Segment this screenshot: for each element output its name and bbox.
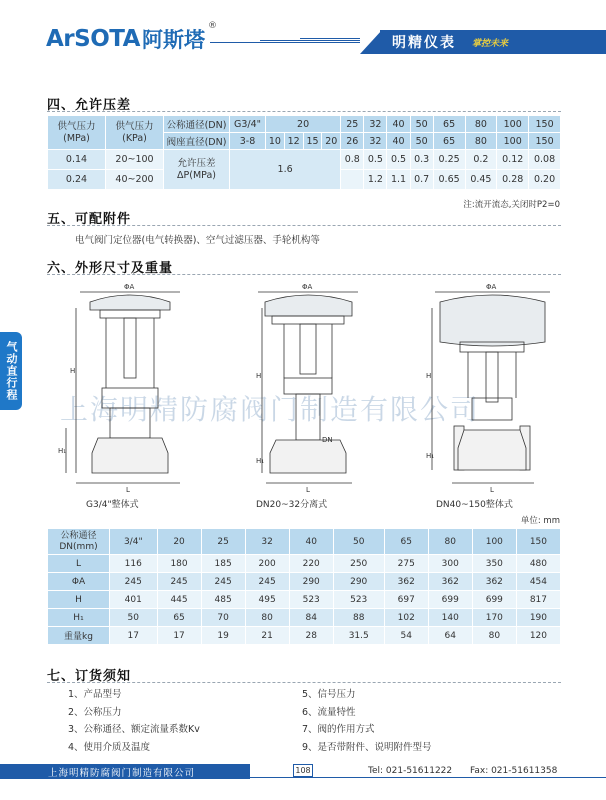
- table-row: [48, 627, 561, 645]
- dp-val: 1.1: [387, 170, 410, 190]
- dp-val: 0.28: [497, 170, 529, 190]
- cell: 250: [333, 555, 384, 573]
- section-5-divider: [47, 225, 561, 226]
- dim-col: 80: [428, 529, 472, 555]
- section-7-divider: [47, 682, 561, 683]
- seat-val: 12: [284, 133, 303, 150]
- order-item: 2、公称压力: [68, 706, 122, 718]
- dim-header-label: 公称通径 DN(mm): [48, 529, 110, 555]
- cell: 21: [245, 627, 289, 645]
- section-5-title: 五、可配附件: [47, 212, 132, 227]
- valve-dimension-drawings: [40, 278, 570, 503]
- cell: 480: [516, 555, 560, 573]
- cell: 362: [472, 573, 516, 591]
- dp-val: 0.20: [529, 170, 561, 190]
- footer-tel: Tel: 021-51611222: [368, 766, 453, 776]
- dp-val: 0.25: [433, 150, 465, 170]
- row-label: H: [48, 591, 110, 609]
- cell: 64: [428, 627, 472, 645]
- side-category-tab: [0, 332, 22, 410]
- row-kpa: 40~200: [106, 170, 164, 190]
- cell: 102: [384, 609, 428, 627]
- drawing-caption: G3/4"整体式: [86, 500, 139, 510]
- dp-val: 0.12: [497, 150, 529, 170]
- dn-val: 80: [465, 116, 497, 133]
- order-item: 1、产品型号: [68, 689, 122, 700]
- cell: 401: [110, 591, 158, 609]
- cell: 245: [201, 573, 245, 591]
- dn-val: G3/4": [230, 116, 266, 133]
- table-row: [48, 555, 561, 573]
- row-label: L: [48, 555, 110, 573]
- cell: 245: [245, 573, 289, 591]
- cell: 290: [289, 573, 333, 591]
- seat-val: 32: [364, 133, 387, 150]
- table-row: [48, 609, 561, 627]
- row-label: ΦA: [48, 573, 110, 591]
- seat-val: 3-8: [230, 133, 266, 150]
- dim-label-h1: H₁: [256, 457, 265, 465]
- drawing-caption: DN20~32分离式: [256, 500, 328, 510]
- cell: 523: [289, 591, 333, 609]
- cell: 19: [201, 627, 245, 645]
- dp-val: 0.2: [465, 150, 497, 170]
- dim-label-phiA: ΦA: [486, 283, 497, 291]
- dim-label-l: L: [126, 486, 130, 494]
- dp-val: 0.08: [529, 150, 561, 170]
- cell: 84: [289, 609, 333, 627]
- pressure-diff-table: [47, 115, 561, 190]
- dp-val: 0.5: [364, 150, 387, 170]
- dim-label-phiA: ΦA: [302, 283, 313, 291]
- label-dn: 公称通径(DN): [164, 116, 230, 133]
- dim-col: 150: [516, 529, 560, 555]
- section-4-divider: [47, 111, 561, 112]
- dim-col: 32: [245, 529, 289, 555]
- watermark-text: 上海明精防腐阀门制造有限公司: [60, 393, 481, 426]
- cell: 245: [157, 573, 201, 591]
- dn-val: 150: [529, 116, 561, 133]
- dim-label-phiA: ΦA: [124, 283, 135, 291]
- cell: 523: [333, 591, 384, 609]
- seat-val: 80: [465, 133, 497, 150]
- dn-val: 40: [387, 116, 410, 133]
- dn-val: 65: [433, 116, 465, 133]
- dp-val: 0.5: [387, 150, 410, 170]
- header-title: 明精仪表: [392, 35, 456, 51]
- order-item: 9、是否带附件、说明附件型号: [302, 741, 432, 753]
- cell: 697: [384, 591, 428, 609]
- cell: 50: [110, 609, 158, 627]
- dim-label-dn: DN: [322, 436, 333, 444]
- col-supply-mpa: 供气压力 (MPa): [48, 116, 106, 150]
- section-6-divider: [47, 274, 561, 275]
- dp-val: 0.65: [433, 170, 465, 190]
- dp-value-small: 1.6: [230, 150, 341, 190]
- dim-label-h: H: [426, 372, 432, 380]
- order-list-left: [68, 686, 200, 756]
- row-label: 重量kg: [48, 627, 110, 645]
- cell: 180: [157, 555, 201, 573]
- footer-line: [250, 777, 606, 778]
- dp-val: 0.3: [410, 150, 433, 170]
- dim-label-h: H: [70, 367, 76, 375]
- order-item: 4、使用介质及温度: [68, 741, 151, 753]
- cell: 350: [472, 555, 516, 573]
- row-kpa: 20~100: [106, 150, 164, 170]
- table-row: [48, 591, 561, 609]
- cell: 54: [384, 627, 428, 645]
- dp-val: 0.8: [341, 150, 364, 170]
- order-item: 5、信号压力: [302, 689, 356, 700]
- row-mpa: 0.14: [48, 150, 106, 170]
- header-slogan: 掌控未来: [472, 39, 509, 49]
- cell: 17: [157, 627, 201, 645]
- brand-logo: [46, 21, 217, 53]
- dp-val: 1.2: [364, 170, 387, 190]
- seat-val: 26: [341, 133, 364, 150]
- cell: 275: [384, 555, 428, 573]
- dp-val: 0.7: [410, 170, 433, 190]
- seat-val: 40: [387, 133, 410, 150]
- valve-drawing-dn20-32: [258, 292, 358, 483]
- order-list-right: [302, 686, 432, 756]
- cell: 245: [110, 573, 158, 591]
- cell: 699: [428, 591, 472, 609]
- cell: 200: [245, 555, 289, 573]
- dim-label-l: L: [490, 486, 494, 494]
- drawing-caption: DN40~150整体式: [436, 500, 513, 510]
- cell: 170: [472, 609, 516, 627]
- dim-label-h1: H₁: [426, 452, 435, 460]
- cell: 65: [157, 609, 201, 627]
- col-supply-kpa: 供气压力 (KPa): [106, 116, 164, 150]
- order-item: 6、流量特性: [302, 706, 356, 718]
- dim-col: 3/4": [110, 529, 158, 555]
- dim-label-h1: H₁: [58, 447, 67, 455]
- cell: 120: [516, 627, 560, 645]
- cell: 80: [245, 609, 289, 627]
- logo-text-cn: 阿斯塔: [141, 28, 205, 52]
- seat-val: 150: [529, 133, 561, 150]
- cell: 290: [333, 573, 384, 591]
- section-7-title: 七、订货须知: [47, 669, 132, 684]
- cell: 185: [201, 555, 245, 573]
- dp-val: 0.45: [465, 170, 497, 190]
- dimension-table: [47, 528, 561, 645]
- cell: 445: [157, 591, 201, 609]
- cell: 80: [472, 627, 516, 645]
- seat-val: 15: [303, 133, 322, 150]
- page-header: [0, 0, 606, 62]
- dim-col: 25: [201, 529, 245, 555]
- cell: 140: [428, 609, 472, 627]
- seat-val: 20: [322, 133, 341, 150]
- valve-drawing-dn40-150: [432, 292, 550, 483]
- accessory-text: 电气阀门定位器(电气转换器)、空气过滤压器、手轮机构等: [75, 235, 320, 246]
- dn-val: 100: [497, 116, 529, 133]
- cell: 28: [289, 627, 333, 645]
- registered-mark: ®: [207, 21, 217, 31]
- dn-val: 20: [266, 116, 341, 133]
- cell: 31.5: [333, 627, 384, 645]
- cell: 362: [384, 573, 428, 591]
- seat-val: 100: [497, 133, 529, 150]
- dim-col: 50: [333, 529, 384, 555]
- seat-val: 65: [433, 133, 465, 150]
- cell: 485: [201, 591, 245, 609]
- cell: 495: [245, 591, 289, 609]
- cell: 699: [472, 591, 516, 609]
- dp-label: 允许压差 ΔP(MPa): [164, 150, 230, 190]
- footer-company: 上海明精防腐阀门制造有限公司: [48, 768, 196, 779]
- logo-text-en: ArSOTA: [46, 26, 140, 52]
- cell: 70: [201, 609, 245, 627]
- row-label: H₁: [48, 609, 110, 627]
- cell: 220: [289, 555, 333, 573]
- dn-val: 50: [410, 116, 433, 133]
- label-seat: 阀座直径(DN): [164, 133, 230, 150]
- cell: 88: [333, 609, 384, 627]
- table-row: [48, 573, 561, 591]
- dim-col: 65: [384, 529, 428, 555]
- page-number: 108: [293, 764, 313, 777]
- dim-label-h: H: [256, 372, 262, 380]
- valve-drawing-g34: [66, 292, 180, 483]
- row-mpa: 0.24: [48, 170, 106, 190]
- seat-val: 50: [410, 133, 433, 150]
- pressure-note: 注:流开流态,关闭时P2=0: [463, 200, 560, 210]
- footer-fax: Fax: 021-51611358: [470, 766, 558, 776]
- cell: 454: [516, 573, 560, 591]
- cell: 300: [428, 555, 472, 573]
- order-item: 7、阀的作用方式: [302, 724, 375, 736]
- seat-val: 10: [266, 133, 285, 150]
- dp-val: [341, 170, 364, 190]
- cell: 817: [516, 591, 560, 609]
- cell: 190: [516, 609, 560, 627]
- header-bar-slant: [360, 30, 382, 54]
- dim-label-l: L: [306, 486, 310, 494]
- order-item: 3、公称通径、额定流量系数Kv: [68, 724, 200, 736]
- side-tab-label: 气动直行程: [5, 341, 18, 401]
- section-6-title: 六、外形尺寸及重量: [47, 261, 174, 276]
- cell: 362: [428, 573, 472, 591]
- unit-label: 单位: mm: [520, 516, 560, 526]
- dn-val: 32: [364, 116, 387, 133]
- dn-val: 25: [341, 116, 364, 133]
- dim-col: 40: [289, 529, 333, 555]
- header-stripes: [200, 38, 360, 44]
- cell: 116: [110, 555, 158, 573]
- cell: 17: [110, 627, 158, 645]
- dim-col: 100: [472, 529, 516, 555]
- dim-col: 20: [157, 529, 201, 555]
- section-4-title: 四、允许压差: [47, 98, 132, 113]
